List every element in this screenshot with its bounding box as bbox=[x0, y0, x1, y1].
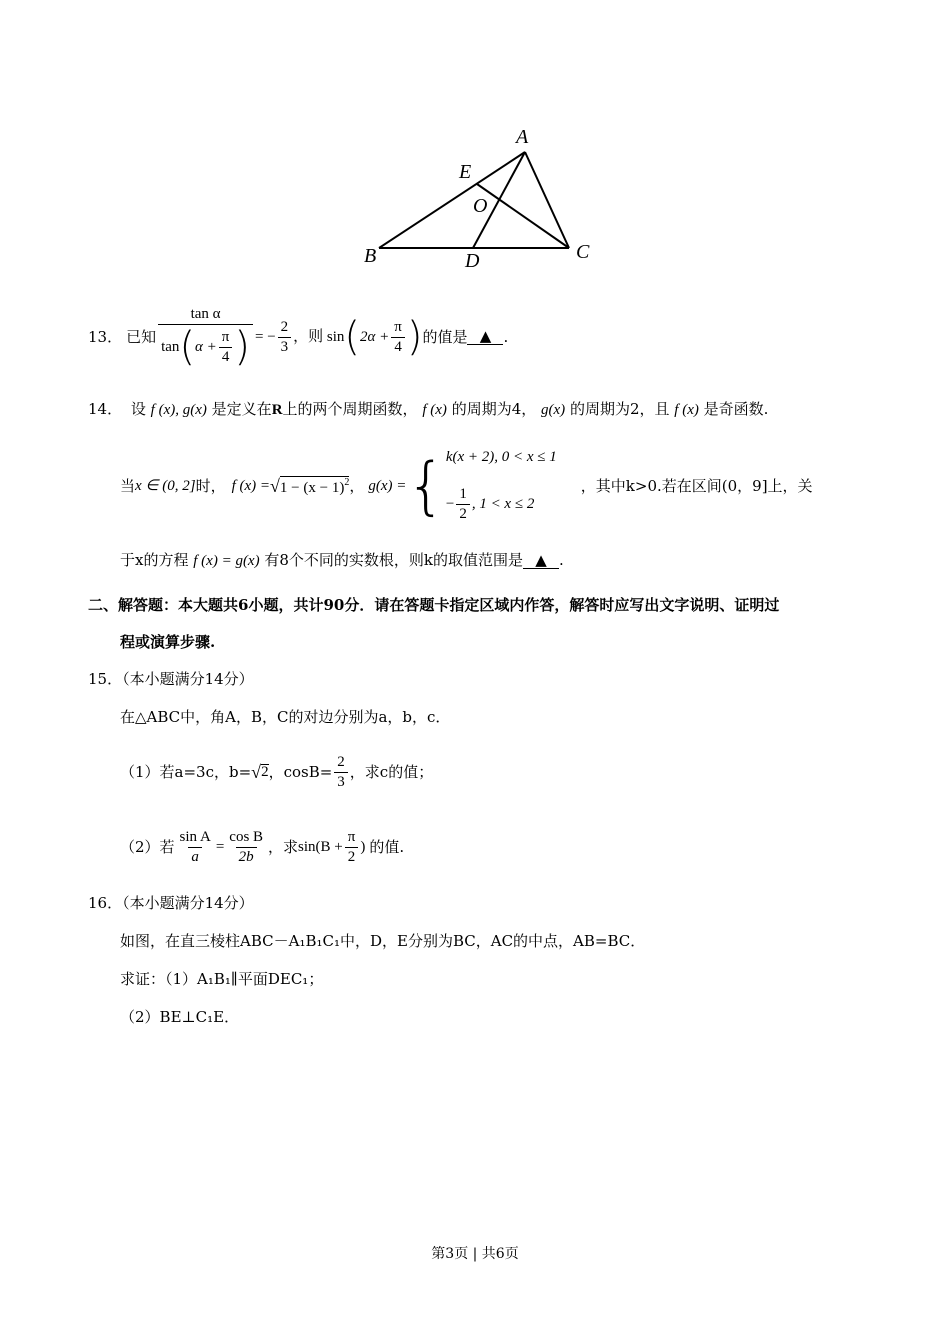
label-E: E bbox=[459, 161, 472, 183]
q13-answer-blank: ▲ bbox=[467, 329, 503, 345]
q14-sqrt: $1 - (x - 1)^2$ bbox=[279, 477, 350, 496]
q15-part2: （2）若 $\frac{\text{sin A}}{a}$ = $\frac{\text{cos B}}{2b}$ ，求 sin(B + $\frac{\pi}{2}$ ) 的值. bbox=[120, 828, 405, 865]
q13-tan-fraction: tan α tan ( α + $\frac{\pi}{4}$ ) bbox=[158, 307, 253, 367]
section-2-heading-cont: 程或演算步骤. bbox=[120, 633, 216, 651]
label-O: O bbox=[473, 195, 488, 217]
label-D: D bbox=[465, 250, 480, 272]
label-B: B bbox=[364, 245, 377, 267]
triangle-figure bbox=[0, 0, 950, 300]
q15-stem: 在△ABC中，角A，B，C的对边分别为a，b，c． bbox=[120, 708, 451, 726]
label-A: A bbox=[516, 126, 529, 148]
q16-part2: （2）BE⊥C₁E． bbox=[120, 1008, 240, 1026]
q14-piecewise: k(x + 2), 0 < x ≤ 1 − $\frac{1}{2}$ , 1 < x ≤ 2 bbox=[445, 449, 557, 522]
q14-number: 14． bbox=[88, 400, 123, 418]
q16-stem: 如图，在直三棱柱ABC－A₁B₁C₁中，D，E分别为BC，AC的中点，AB=BC． bbox=[120, 932, 646, 950]
q16-part1: 求证：（1）A₁B₁∥平面DEC₁； bbox=[120, 970, 324, 988]
question-14-line1: 14． 设 f (x), g(x) 是定义在R上的两个周期函数， f (x) 的周期为4， g(x) 的周期为2，且 f (x) 是奇函数. bbox=[88, 400, 769, 418]
q15-part1: （1）若a=3c，b= √ 2 ，cosB= $\frac{2}{3}$ ，求c的值； bbox=[120, 753, 434, 790]
q15-header: 15．（本小题满分14分） bbox=[88, 670, 254, 688]
label-C: C bbox=[576, 241, 590, 263]
q13-number: 13． bbox=[88, 327, 123, 346]
segment-BA bbox=[379, 152, 525, 248]
question-14-line3: 于x的方程 f (x) = g(x) 有8个不同的实数根，则k的取值范围是 ▲ . bbox=[120, 551, 564, 569]
question-13: 13． 已知 tan α tan ( α + $\frac{\pi}{4}$ ) = − $\frac{2}{3}$ ，则 sin ( 2α + $\frac{\pi}{4}$ ) 的值是 ▲ . bbox=[88, 306, 509, 370]
section-2-heading: 二、解答题：本大题共6小题，共计90分．请在答题卡指定区域内作答，解答时应写出文字说明、证明过 bbox=[88, 596, 780, 614]
question-14-line2: 当 x ∈ (0, 2] 时， f (x) = √ $1 - (x - 1)^2$ ， g(x) = { k(x + 2), 0 < x ≤ 1 − $\frac{1}{2}$ , 1 < x ≤ 2 ，其中k>0.若在区间(0，9]上，关 bbox=[120, 449, 813, 522]
q16-header: 16．（本小题满分14分） bbox=[88, 894, 254, 912]
page-footer: 第3页 | 共6页 bbox=[431, 1246, 519, 1262]
q14-answer-blank: ▲ bbox=[523, 553, 559, 569]
